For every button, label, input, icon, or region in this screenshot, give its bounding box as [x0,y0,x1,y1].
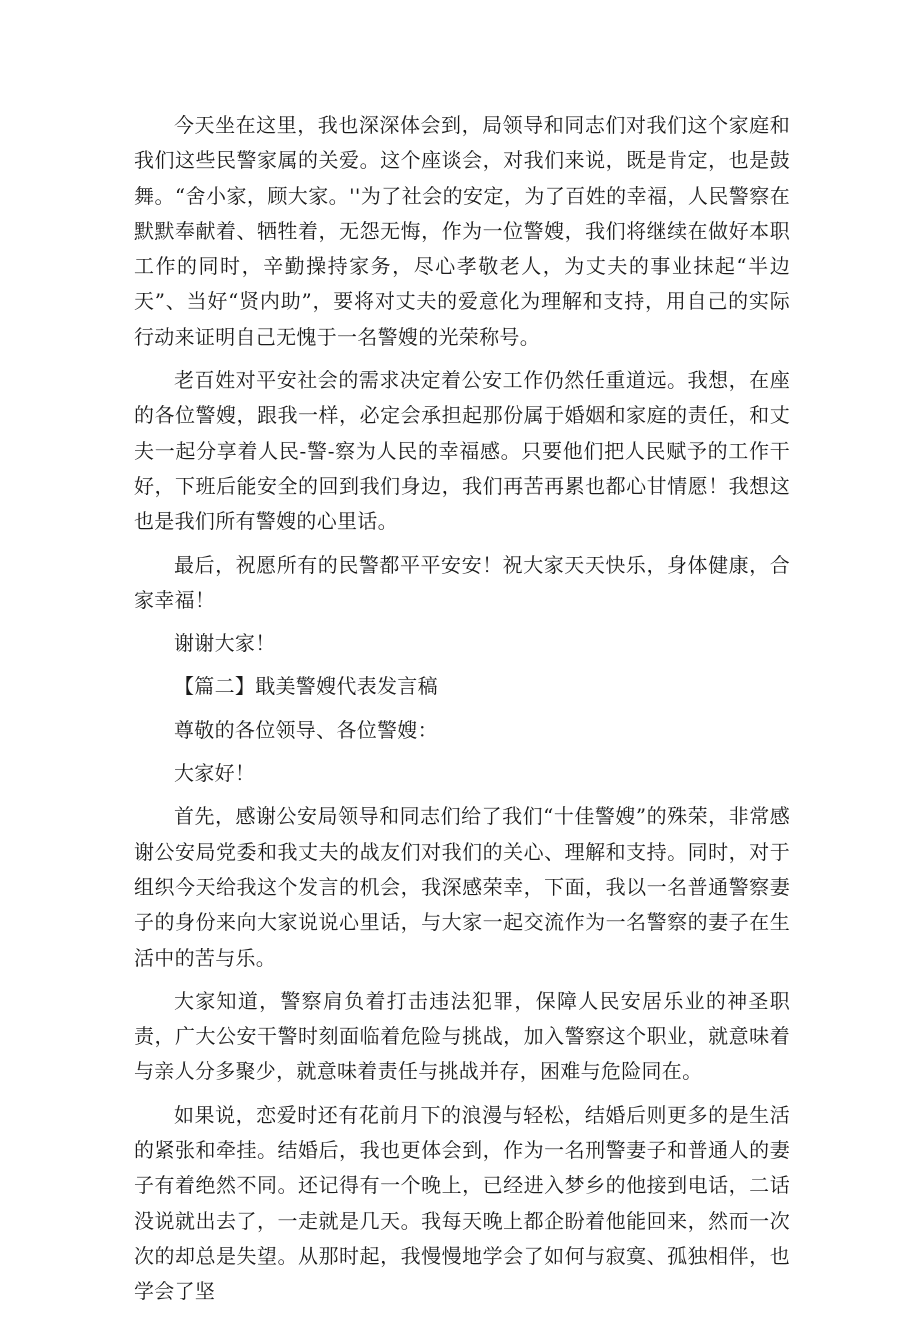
closing-thanks: 谢谢大家！ [174,631,276,656]
salutation: 尊敬的各位领导、各位警嫂： [174,717,438,742]
paragraph: 首先，感谢公安局领导和同志们给了我们“十佳警嫂”的殊荣，非常感谢公安局党委和我丈夫的战友们对我们的关心、理解和支持。同时，对于组织今天给我这个发言的机会，我深感荣幸，下面，我以一名普通警察妻子的身份来向大家说说心里话，与大家一起交流作为一名警察的妻子在生活中的苦与乐。 [134,804,790,970]
document-body [134,108,790,1318]
paragraph: 最后，祝愿所有的民警都平平安安！祝大家天天快乐，身体健康，合家幸福！ [134,552,790,612]
section-heading: 【篇二】戢美警嫂代表发言稿 [174,674,438,699]
greeting: 大家好！ [174,761,256,786]
paragraph: 如果说，恋爱时还有花前月下的浪漫与轻松，结婚后则更多的是生活的紧张和牵挂。结婚后，我也更体会到，作为一名刑警妻子和普通人的妻子有着绝然不同。还记得有一个晚上，已经进入梦乡的他接到电话，二话没说就出去了，一走就是几天。我每天晚上都企盼着他能回来，然而一次次的却总是失望。从那时起，我慢慢地学会了如何与寂寞、孤独相伴，也学会了坚 [134,1102,790,1304]
paragraph: 大家知道，警察肩负着打击违法犯罪，保障人民安居乐业的神圣职责，广大公安干警时刻面临着危险与挑战，加入警察这个职业，就意味着与亲人分多聚少，就意味着责任与挑战并存，困难与危险同在。 [134,988,790,1084]
paragraph: 老百姓对平安社会的需求决定着公安工作仍然任重道远。我想，在座的各位警嫂，跟我一样，必定会承担起那份属于婚姻和家庭的责任，和丈夫一起分享着人民-警-察为人民的幸福感。只要他们把人民赋予的工作干好，下班后能安全的回到我们身边，我们再苦再累也都心甘情愿！我想这也是我们所有警嫂的心里话。 [134,368,790,534]
paragraph: 今天坐在这里，我也深深体会到，局领导和同志们对我们这个家庭和我们这些民警家属的关爱。这个座谈会，对我们来说，既是肯定，也是鼓舞。“舍小家，顾大家。''为了社会的安定，为了百姓的幸福，人民警察在默默奉献着、牺牲着，无怨无悔，作为一位警嫂，我们将继续在做好本职工作的同时，辛勤操持家务，尽心孝敬老人，为丈夫的事业抹起“半边天”、当好“贤内助”，要将对丈夫的爱意化为理解和支持，用自己的实际行动来证明自己无愧于一名警嫂的光荣称号。 [134,113,790,349]
